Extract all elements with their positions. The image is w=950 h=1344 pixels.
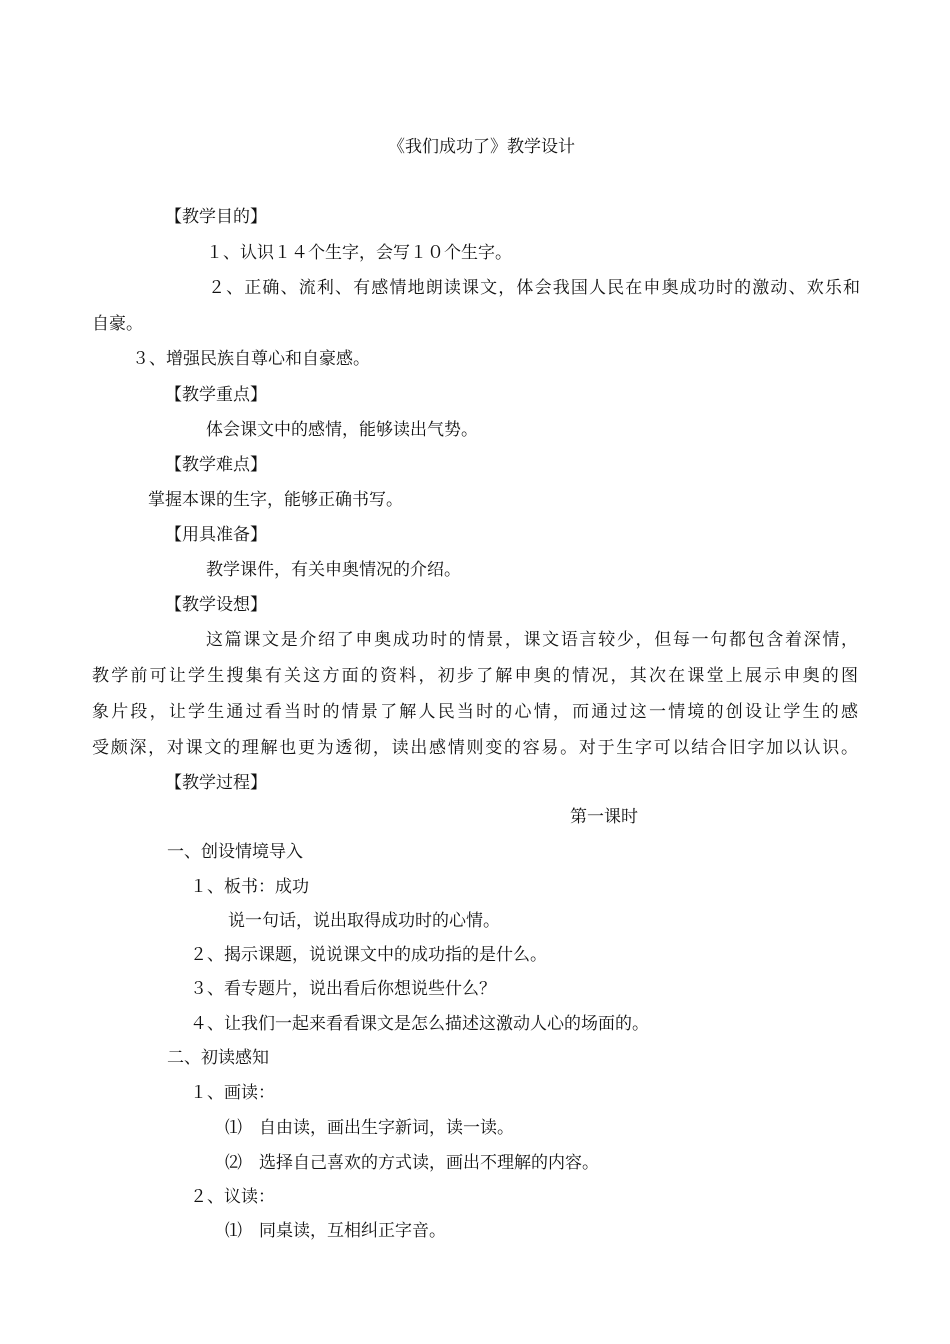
section-1-step-1: １、板书：成功: [190, 877, 309, 897]
item-number: ⑵: [225, 1153, 242, 1173]
objectives-heading: 【教学目的】: [165, 207, 267, 227]
design-paragraph-line-4: 受颇深，对课文的理解也更为透彻，读出感情则变的容易。对于生字可以结合旧字加以认识。: [92, 738, 858, 758]
section-1-step-4: ４、让我们一起来看看课文是怎么描述这激动人心的场面的。: [190, 1014, 649, 1034]
design-heading: 【教学设想】: [165, 595, 267, 615]
section-1-step-3: ３、看专题片，说出看后你想说些什么？: [190, 979, 496, 999]
materials-text: 教学课件，有关申奥情况的介绍。: [206, 560, 461, 580]
section-2-step-2: ２、议读：: [190, 1187, 275, 1207]
design-paragraph-line-2: 教学前可让学生搜集有关这方面的资料，初步了解申奥的情况，其次在课堂上展示申奥的图: [92, 666, 858, 686]
objective-item-2-line-1: ２、正确、流利、有感情地朗读课文，体会我国人民在申奥成功时的激动、欢乐和: [208, 278, 860, 298]
section-2-step-1: １、画读：: [190, 1083, 275, 1103]
materials-heading: 【用具准备】: [165, 525, 267, 545]
difficulties-text: 掌握本课的生字，能够正确书写。: [148, 490, 403, 510]
key-points-text: 体会课文中的感情，能够读出气势。: [206, 420, 478, 440]
process-heading: 【教学过程】: [165, 773, 267, 793]
design-paragraph-line-1: 这篇课文是介绍了申奥成功时的情景，课文语言较少，但每一句都包含着深情，: [206, 630, 858, 650]
section-2-step-1-item-2: [225, 1152, 599, 1174]
section-1-step-2: ２、揭示课题，说说课文中的成功指的是什么。: [190, 945, 547, 965]
key-points-heading: 【教学重点】: [165, 385, 267, 405]
document-title: 《我们成功了》教学设计: [388, 137, 575, 157]
item-text: 自由读，画出生字新词，读一读。: [259, 1118, 514, 1138]
section-1-heading: 一、创设情境导入: [167, 842, 303, 862]
item-number: ⑴: [225, 1221, 242, 1241]
item-text: 同桌读，互相纠正字音。: [259, 1221, 446, 1241]
section-1-step-1-sub: 说一句话，说出取得成功时的心情。: [228, 911, 500, 931]
objective-item-2-line-2: 自豪。: [92, 314, 143, 334]
lesson-label: 第一课时: [570, 807, 638, 827]
design-paragraph-line-3: 象片段，让学生通过看当时的情景了解人民当时的心情，而通过这一情境的创设让学生的感: [92, 702, 858, 722]
section-2-heading: 二、初读感知: [167, 1048, 269, 1068]
objective-item-1: １、认识１４个生字，会写１０个生字。: [206, 243, 512, 263]
item-number: ⑴: [225, 1118, 242, 1138]
section-2-step-2-item-1: [225, 1220, 446, 1242]
section-2-step-1-item-1: [225, 1117, 514, 1139]
objective-item-3: ３、增强民族自尊心和自豪感。: [132, 349, 370, 369]
difficulties-heading: 【教学难点】: [165, 455, 267, 475]
item-text: 选择自己喜欢的方式读，画出不理解的内容。: [259, 1153, 599, 1173]
